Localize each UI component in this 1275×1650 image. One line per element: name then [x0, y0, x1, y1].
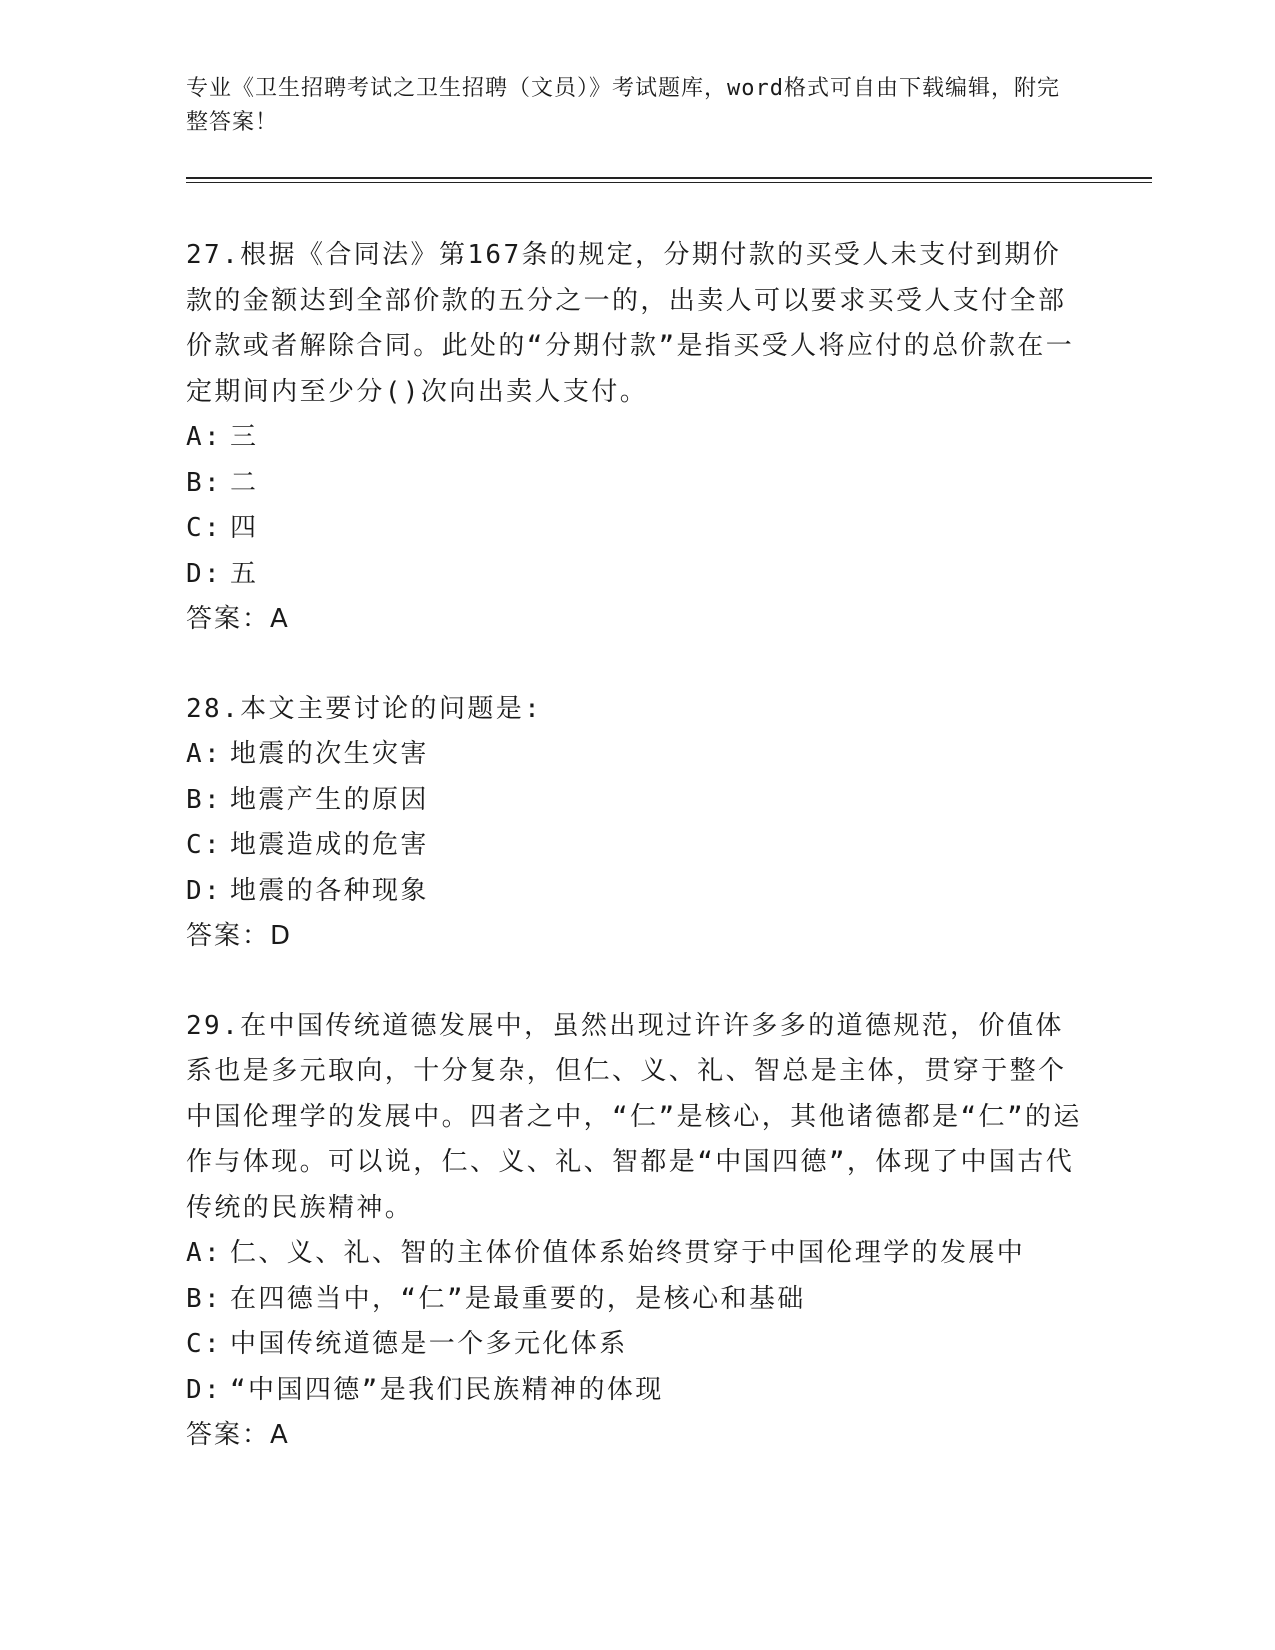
option-text: 地震造成的危害	[230, 830, 429, 860]
option-letter: C:	[186, 1329, 223, 1359]
option-letter: C:	[186, 830, 223, 860]
question-29	[186, 1004, 1086, 1459]
option-c	[186, 506, 1086, 552]
option-text: 地震的次生灾害	[230, 739, 429, 769]
option-text: “中国四德”是我们民族精神的体现	[230, 1374, 664, 1405]
option-text: 五	[230, 558, 259, 589]
option-a	[186, 732, 1086, 778]
question-list	[186, 233, 1086, 1503]
option-text: 地震的各种现象	[230, 875, 429, 906]
option-text: 在四德当中，“仁”是最重要的，是核心和基础	[230, 1283, 806, 1314]
question-27	[186, 233, 1086, 643]
option-text: 四	[230, 513, 259, 543]
question-28	[186, 687, 1086, 960]
option-text: 中国传统道德是一个多元化体系	[230, 1329, 628, 1359]
answer-line: 答案：A	[186, 604, 290, 634]
option-b	[186, 461, 1086, 507]
option-text: 地震产生的原因	[230, 784, 429, 815]
option-text: 二	[230, 467, 259, 498]
option-c	[186, 823, 1086, 869]
option-b	[186, 1277, 1086, 1323]
option-d	[186, 1368, 1086, 1414]
question-stem: 29.在中国传统道德发展中，虽然出现过许许多多的道德规范，价值体系也是多元取向，十分复杂，但仁、义、礼、智总是主体，贯穿于整个中国伦理学的发展中。四者之中，“仁”是核心，其他诸德都是“仁”的运作与体现。可以说，仁、义、礼、智都是“中国四德”，体现了中国古代传统的民族精神。	[186, 1010, 1082, 1223]
header-divider	[186, 177, 1152, 179]
option-d	[186, 552, 1086, 598]
option-letter: A:	[186, 422, 223, 452]
option-letter: D:	[186, 1374, 223, 1405]
page-header: 专业《卫生招聘考试之卫生招聘（文员）》考试题库，word格式可自由下载编辑，附完整答案！	[186, 76, 1060, 135]
option-text: 三	[230, 422, 259, 452]
option-letter: C:	[186, 513, 223, 543]
option-letter: B:	[186, 467, 223, 498]
header-divider-thin	[186, 182, 1152, 183]
option-text: 仁、义、礼、智的主体价值体系始终贯穿于中国伦理学的发展中	[230, 1238, 1026, 1268]
question-stem: 27.根据《合同法》第167条的规定，分期付款的买受人未支付到期价款的金额达到全部价款的五分之一的，出卖人可以要求买受人支付全部价款或者解除合同。此处的“分期付款”是指买受人将应付的总价款在一定期间内至少分()次向出卖人支付。	[186, 240, 1075, 407]
answer-line: 答案：D	[186, 921, 293, 951]
option-b	[186, 778, 1086, 824]
option-c	[186, 1322, 1086, 1368]
option-letter: D:	[186, 558, 223, 589]
option-letter: B:	[186, 784, 223, 815]
option-letter: B:	[186, 1283, 223, 1314]
option-letter: D:	[186, 875, 223, 906]
option-a	[186, 1231, 1086, 1277]
answer-line: 答案：A	[186, 1420, 290, 1450]
option-letter: A:	[186, 1238, 223, 1268]
option-letter: A:	[186, 739, 223, 769]
option-a	[186, 415, 1086, 461]
question-stem: 28.本文主要讨论的问题是:	[186, 693, 543, 724]
option-d	[186, 869, 1086, 915]
